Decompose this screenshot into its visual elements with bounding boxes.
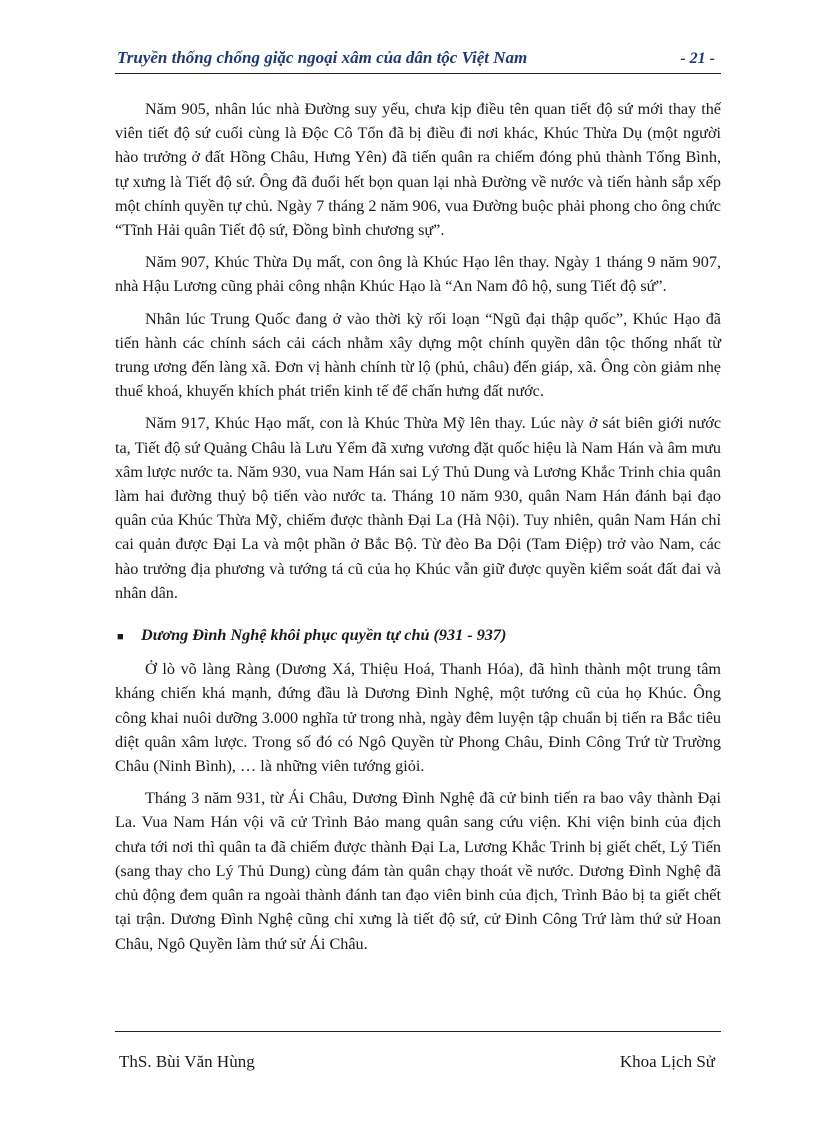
paragraph-6: Tháng 3 năm 931, từ Ái Châu, Dương Đình Nghệ đã cử binh tiến ra bao vây thành Đại La. Vua Nam Hán vội vã cử Trình Bảo mang quân sang cứu viện. Khi viện binh của địch chưa tới nơi thì quân ta đã chiếm được thành Đại La, Lương Khắc Trinh bị giết chết, Lý Tiến (sang thay cho Lý Thủ Dung) cùng đám tàn quân chạy thoát về nước. Dương Đình Nghệ đã chủ động đem quân ra ngoài thành đánh tan đạo viên binh của địch, Trình Bảo bị ta giết chết tại trận. Dương Đình Nghệ cũng chỉ xưng là tiết độ sứ, cử Đinh Công Trứ làm thứ sử Hoan Châu, Ngô Quyền làm thứ sử Ái Châu. (115, 789, 721, 953)
paragraph-2: Năm 907, Khúc Thừa Dụ mất, con ông là Khúc Hạo lên thay. Ngày 1 tháng 9 năm 907, nhà Hậu Lương cũng phải công nhận Khúc Hạo là “An Nam đô hộ, sung Tiết độ sứ”. (115, 253, 721, 296)
footer-department: Khoa Lịch Sử (619, 1052, 715, 1071)
paragraph-5: Ở lò võ làng Ràng (Dương Xá, Thiệu Hoá, Thanh Hóa), đã hình thành một trung tâm kháng chiến khá mạnh, đứng đầu là Dương Đình Nghệ, một tướng cũ của họ Khúc. Ông công khai nuôi dưỡng 3.000 nghĩa tử trong nhà, ngày đêm luyện tập chuẩn bị tiến ra Bắc tiêu diệt quân xâm lược. Trong số đó có Ngô Quyền từ Phong Châu, Đinh Công Trứ từ Trường Châu (Ninh Bình), … là những viên tướng giỏi. (115, 660, 721, 776)
section-heading-text: Dương Đình Nghệ khôi phục quyền tự chủ (931 - 937) (141, 626, 507, 645)
page-header (115, 45, 721, 74)
header-title: Truyền thống chống giặc ngoại xâm của dân tộc Việt Nam (117, 48, 528, 67)
paragraph-1: Năm 905, nhân lúc nhà Đường suy yếu, chưa kịp điều tên quan tiết độ sứ mới thay thế viên tiết độ sứ cuối cùng là Độc Cô Tổn đã bị điều đi nơi khác, Khúc Thừa Dụ (một người hào trưởng ở đất Hồng Châu, Hưng Yên) đã tiến quân ra chiếm đóng phủ thành Tống Bình, tự xưng là Tiết độ sứ. Ông đã đuổi hết bọn quan lại nhà Đường về nước và tiến hành sắp xếp một chính quyền tự chủ. Ngày 7 tháng 2 năm 906, vua Đường buộc phải phong cho ông chức “Tĩnh Hải quân Tiết độ sứ, Đồng bình chương sự”. (115, 100, 721, 240)
page-footer (115, 1052, 721, 1072)
page-number: - 21 - (680, 50, 715, 67)
section-heading (115, 623, 721, 649)
document-body (115, 97, 721, 964)
paragraph-4: Năm 917, Khúc Hạo mất, con là Khúc Thừa Mỹ lên thay. Lúc này ở sát biên giới nước ta, Tiết độ sứ Quảng Châu là Lưu Yểm đã xưng vương đặt quốc hiệu là Nam Hán và âm mưu xâm lược nước ta. Năm 930, vua Nam Hán sai Lý Thủ Dung và Lương Khắc Trinh chia quân làm hai đường thuỷ bộ tiến vào nước ta. Tháng 10 năm 930, quân Nam Hán đánh bại đạo quân của Khúc Thừa Mỹ, chiếm được thành Đại La (Hà Nội). Tuy nhiên, quân Nam Hán chỉ cai quản được Đại La và một phần ở Bắc Bộ. Từ đèo Ba Dội (Tam Điệp) trở vào Nam, các hào trưởng địa phương và tướng tá cũ của họ Khúc vẫn giữ được quyền kiểm soát đất đai và nhân dân. (115, 414, 721, 602)
footer-divider (115, 1031, 721, 1032)
footer-author: ThS. Bùi Văn Hùng (119, 1052, 255, 1071)
square-bullet-icon: ■ (117, 631, 124, 644)
paragraph-3: Nhân lúc Trung Quốc đang ở vào thời kỳ rối loạn “Ngũ đại thập quốc”, Khúc Hạo đã tiến hành các chính sách cải cách nhằm xây dựng một chính quyền dân tộc thống nhất từ trung ương đến làng xã. Đơn vị hành chính từ lộ (phủ, châu) đến giáp, xã. Ông còn giảm nhẹ thuế khoá, khuyến khích phát triển kinh tế để chấn hưng đất nước. (115, 309, 721, 401)
